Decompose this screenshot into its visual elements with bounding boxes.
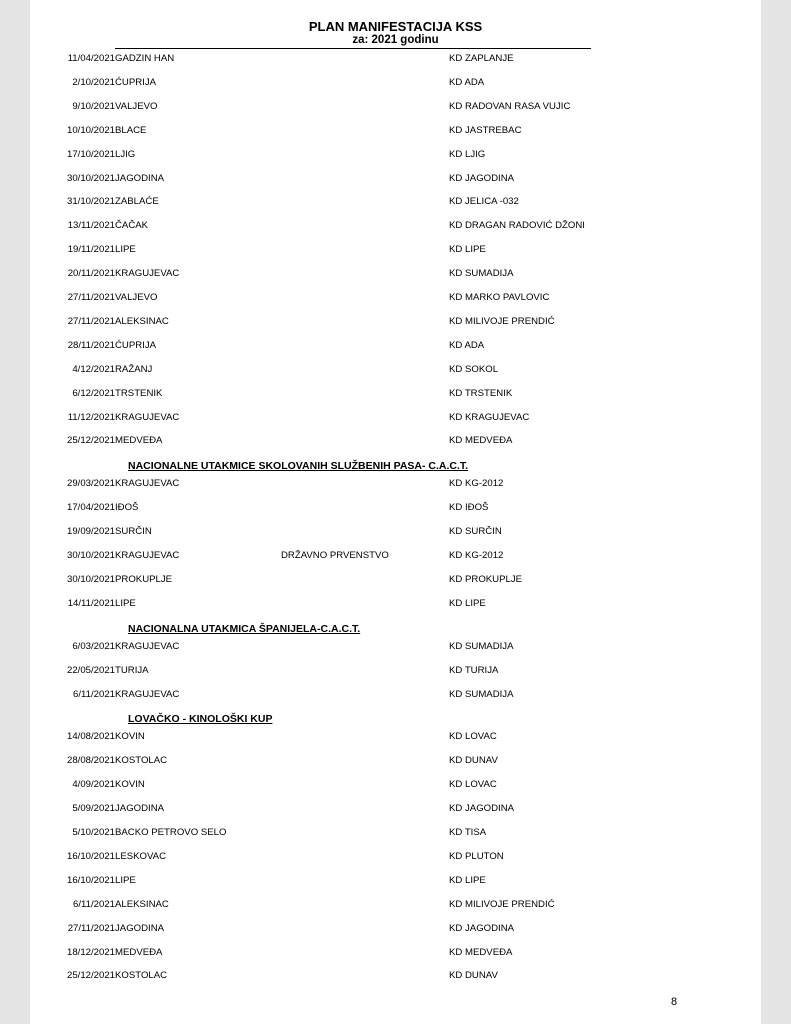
header-rule <box>115 48 591 49</box>
event-date: 5/09/2021 <box>72 803 115 815</box>
event-date: 10/10/2021 <box>66 124 115 136</box>
event-club: KD ZAPLANJE <box>449 53 514 64</box>
event-row <box>30 387 761 401</box>
section-heading: NACIONALNA UTAKMICA ŠPANIJELA-C.A.C.T. <box>128 622 361 635</box>
event-date: 27/11/2021 <box>67 315 115 327</box>
event-date: 25/12/2021 <box>66 435 115 447</box>
event-place: LIPE <box>115 874 136 886</box>
event-date: 28/11/2021 <box>67 339 115 351</box>
event-club: KD SOKOL <box>449 363 499 375</box>
event-place: IĐOŠ <box>115 502 139 514</box>
event-club: KD LJIG <box>449 148 486 160</box>
event-date: 30/10/2021 <box>66 573 115 585</box>
event-date: 13/11/2021 <box>67 220 115 232</box>
event-place: KRAGUJEVAC <box>115 411 180 423</box>
event-club: KD LIPE <box>449 597 486 609</box>
event-row <box>30 315 761 329</box>
event-row <box>30 267 761 281</box>
event-club: KD RADOVAN RASA VUJIC <box>449 100 571 112</box>
event-date: 2/10/2021 <box>72 76 115 88</box>
event-club: KD LIPE <box>449 244 486 256</box>
event-place: KRAGUJEVAC <box>115 550 180 561</box>
event-date: 9/10/2021 <box>72 100 115 112</box>
event-date: 6/11/2021 <box>73 688 115 700</box>
event-date: 27/11/2021 <box>67 922 115 934</box>
event-row <box>30 850 761 864</box>
event-club: KD JAGODINA <box>449 922 515 934</box>
event-place: VALJEVO <box>115 100 158 112</box>
event-club: KD DUNAV <box>449 970 498 982</box>
event-date: 17/10/2021 <box>66 148 115 160</box>
event-date: 5/10/2021 <box>72 827 115 838</box>
event-row <box>30 172 761 186</box>
event-place: JAGODINA <box>115 922 165 934</box>
event-date: 11/04/2021 <box>67 53 115 64</box>
section-heading: NACIONALNE UTAKMICE SKOLOVANIH SLUŽBENIH PASA- C.A.C.T. <box>128 460 469 473</box>
event-club: KD JASTREBAC <box>449 124 522 136</box>
event-place: KRAGUJEVAC <box>115 478 180 490</box>
event-row <box>30 339 761 353</box>
event-row <box>30 219 761 233</box>
event-place: SURČIN <box>115 526 152 538</box>
event-date: 19/11/2021 <box>67 244 115 256</box>
event-place: MEDVEĐA <box>115 435 163 447</box>
event-place: MEDVEĐA <box>115 946 163 958</box>
event-club: KD SUMADIJA <box>449 268 514 280</box>
event-row <box>30 730 761 744</box>
event-date: 30/10/2021 <box>66 172 115 184</box>
event-club: KD PROKUPLJE <box>449 573 523 585</box>
event-date: 31/10/2021 <box>66 196 115 208</box>
event-club: KD MARKO PAVLOVIC <box>449 292 550 303</box>
event-row <box>30 243 761 257</box>
event-place: LJIG <box>115 148 136 160</box>
event-club: KD TISA <box>449 827 487 838</box>
event-row <box>30 434 761 448</box>
event-row <box>30 501 761 515</box>
event-date: 18/12/2021 <box>66 946 115 958</box>
event-date: 22/05/2021 <box>66 664 115 676</box>
event-row <box>30 148 761 162</box>
event-place: LESKOVAC <box>115 850 167 862</box>
event-date: 4/09/2021 <box>72 779 115 791</box>
event-row <box>30 195 761 209</box>
event-place: ĆUPRIJA <box>115 339 157 351</box>
event-place: KOSTOLAC <box>115 755 168 767</box>
event-club: KD MILIVOJE PRENDIĆ <box>449 315 555 327</box>
event-row <box>30 778 761 792</box>
event-date: 17/04/2021 <box>66 502 115 514</box>
event-row <box>30 76 761 90</box>
event-date: 16/10/2021 <box>66 874 115 886</box>
event-place: BACKO PETROVO SELO <box>115 827 227 838</box>
event-club: KD SUMADIJA <box>449 640 514 652</box>
event-club: KD LOVAC <box>449 779 497 791</box>
event-row <box>30 597 761 611</box>
event-row <box>30 411 761 425</box>
event-place: KRAGUJEVAC <box>115 640 180 652</box>
event-row <box>30 688 761 702</box>
event-club: KD MEDVEĐA <box>449 946 513 958</box>
event-club: KD MILIVOJE PRENDIĆ <box>449 898 555 910</box>
event-club: KD DRAGAN RADOVIĆ DŽONI <box>449 220 585 232</box>
event-date: 20/11/2021 <box>67 268 115 280</box>
event-place: ALEKSINAC <box>115 315 169 327</box>
event-row <box>30 664 761 678</box>
event-place: JAGODINA <box>115 172 165 184</box>
event-place: JAGODINA <box>115 803 165 815</box>
event-club: KD TRSTENIK <box>449 387 513 399</box>
event-club: KD SURČIN <box>449 526 502 538</box>
page-number: 8 <box>671 996 678 1008</box>
event-place: RAŽANJ <box>115 363 153 375</box>
event-row <box>30 573 761 587</box>
event-date: 28/08/2021 <box>66 755 115 767</box>
event-row <box>30 826 761 840</box>
event-place: KOVIN <box>115 731 145 743</box>
event-club: KD KRAGUJEVAC <box>449 411 530 423</box>
event-place: ČAČAK <box>115 220 149 232</box>
document-page <box>30 0 761 1024</box>
event-row <box>30 525 761 539</box>
event-club: KD KG-2012 <box>449 550 504 561</box>
event-place: VALJEVO <box>115 292 158 303</box>
event-place: BLACE <box>115 124 147 136</box>
event-date: 29/03/2021 <box>66 478 115 490</box>
event-club: KD DUNAV <box>449 755 498 767</box>
event-place: ZABLAĆE <box>115 196 159 208</box>
event-row <box>30 969 761 983</box>
event-row <box>30 549 761 563</box>
event-date: 27/11/2021 <box>67 292 115 303</box>
event-place: ĆUPRIJA <box>115 76 157 88</box>
event-date: 6/03/2021 <box>72 640 115 652</box>
event-row <box>30 363 761 377</box>
event-date: 25/12/2021 <box>66 970 115 982</box>
event-club: KD LOVAC <box>449 731 497 743</box>
event-place: LIPE <box>115 597 136 609</box>
event-club: KD MEDVEĐA <box>449 435 513 447</box>
event-place: KOSTOLAC <box>115 970 168 982</box>
document-subtitle: za: 2021 godinu <box>352 34 439 46</box>
event-row <box>30 754 761 768</box>
event-place: KOVIN <box>115 779 145 791</box>
event-club: KD TURIJA <box>449 664 499 676</box>
event-club: KD JAGODINA <box>449 803 515 815</box>
event-place: TRSTENIK <box>115 387 163 399</box>
event-club: KD PLUTON <box>449 850 504 862</box>
event-row <box>30 874 761 888</box>
event-row <box>30 922 761 936</box>
event-date: 16/10/2021 <box>66 850 115 862</box>
event-row <box>30 52 761 66</box>
event-club: KD SUMADIJA <box>449 688 514 700</box>
event-place: KRAGUJEVAC <box>115 688 180 700</box>
event-row <box>30 124 761 138</box>
event-date: 30/10/2021 <box>66 550 115 561</box>
event-date: 6/12/2021 <box>72 387 115 399</box>
event-date: 14/08/2021 <box>66 731 115 743</box>
event-row <box>30 291 761 305</box>
event-row <box>30 802 761 816</box>
event-date: 11/12/2021 <box>67 411 115 423</box>
event-date: 6/11/2021 <box>73 898 115 910</box>
event-date: 14/11/2021 <box>67 597 115 609</box>
document-title: PLAN MANIFESTACIJA KSS <box>308 19 483 34</box>
event-club: KD ADA <box>449 339 485 351</box>
event-club: KD JAGODINA <box>449 172 515 184</box>
event-place: GADZIN HAN <box>115 53 175 64</box>
event-place: TURIJA <box>115 664 149 676</box>
event-row <box>30 477 761 491</box>
event-date: 4/12/2021 <box>72 363 115 375</box>
section-heading: LOVAČKO - KINOLOŠKI KUP <box>128 713 273 726</box>
event-note: DRŽAVNO PRVENSTVO <box>281 550 389 561</box>
event-club: KD IĐOŠ <box>449 502 489 514</box>
event-row <box>30 100 761 114</box>
event-club: KD LIPE <box>449 874 486 886</box>
event-row <box>30 640 761 654</box>
event-row <box>30 898 761 912</box>
event-place: ALEKSINAC <box>115 898 169 910</box>
event-date: 19/09/2021 <box>66 526 115 538</box>
event-club: KD JELICA -032 <box>449 196 519 208</box>
event-club: KD ADA <box>449 76 485 88</box>
event-place: LIPE <box>115 244 136 256</box>
event-place: PROKUPLJE <box>115 573 173 585</box>
event-place: KRAGUJEVAC <box>115 268 180 280</box>
event-club: KD KG-2012 <box>449 478 504 490</box>
event-row <box>30 946 761 960</box>
